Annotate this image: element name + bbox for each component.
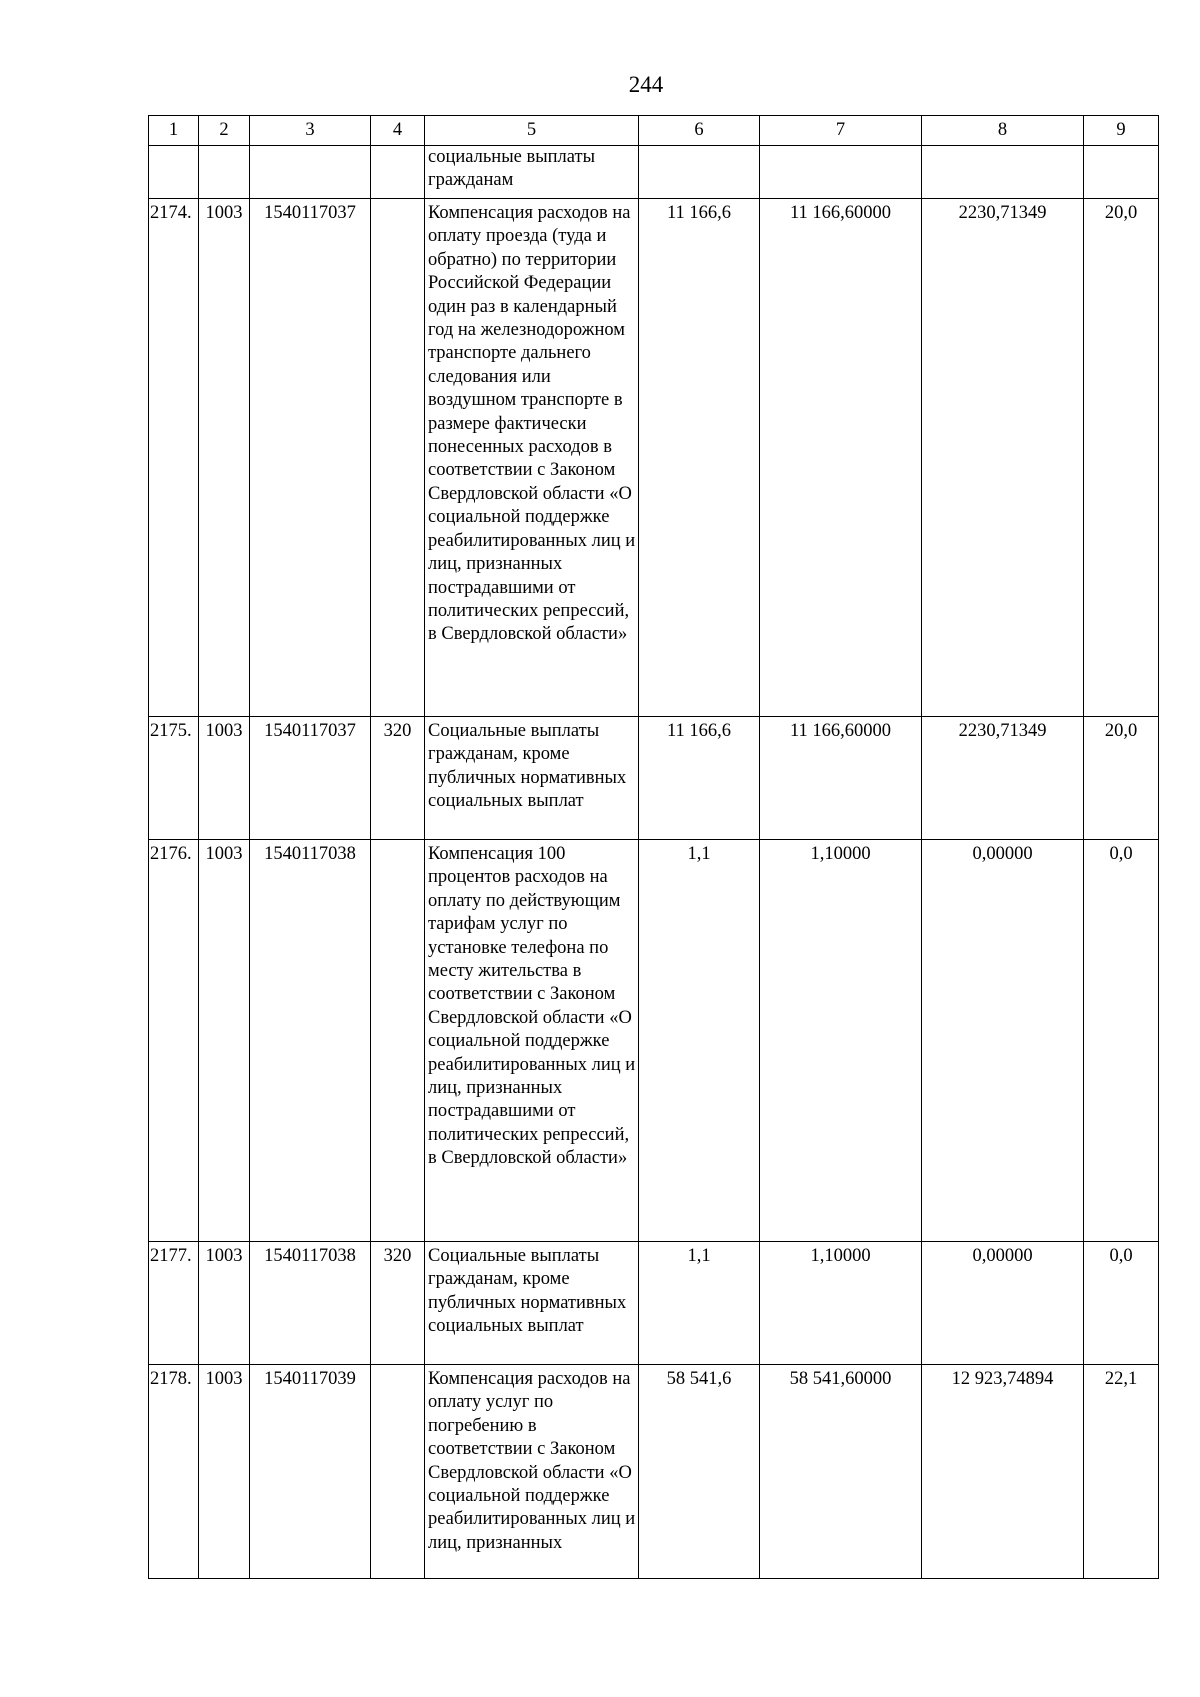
amount-precise-cell: 11 166,60000 [760, 199, 922, 717]
expense-type-cell [371, 840, 425, 1242]
amount-cell: 58 541,6 [639, 1365, 760, 1579]
amount-cell: 11 166,6 [639, 717, 760, 840]
row-number-cell: 2174. [149, 199, 199, 717]
executed-cell: 0,00000 [922, 1242, 1084, 1365]
amount-precise-cell: 1,10000 [760, 840, 922, 1242]
executed-cell [922, 146, 1084, 199]
row-number-cell: 2176. [149, 840, 199, 1242]
amount-precise-cell: 1,10000 [760, 1242, 922, 1365]
target-article-cell [250, 146, 371, 199]
percent-cell: 22,1 [1084, 1365, 1159, 1579]
amount-cell: 1,1 [639, 1242, 760, 1365]
column-header: 7 [760, 116, 922, 146]
description-cell: Социальные выплаты гражданам, кроме публичных нормативных социальных выплат [425, 1242, 639, 1365]
column-header: 4 [371, 116, 425, 146]
table-row [149, 1242, 1159, 1365]
expense-type-cell [371, 146, 425, 199]
percent-cell: 20,0 [1084, 717, 1159, 840]
executed-cell: 0,00000 [922, 840, 1084, 1242]
description-cell: Компенсация расходов на оплату проезда (туда и обратно) по территории Российской Федерации один раз в календарный год на железнодорожном транспорте дальнего следования или воздушном транспорте в размере фактически понесенных расходов в соответствии с Законом Свердловской области «О социальной поддержке реабилитированных лиц и лиц, признанных пострадавшими от политических репрессий, в Свердловской области» [425, 199, 639, 717]
amount-cell [639, 146, 760, 199]
amount-precise-cell: 11 166,60000 [760, 717, 922, 840]
row-number-cell: 2175. [149, 717, 199, 840]
section-code-cell: 1003 [199, 717, 250, 840]
target-article-cell: 1540117039 [250, 1365, 371, 1579]
budget-table [148, 115, 1159, 1579]
target-article-cell: 1540117037 [250, 199, 371, 717]
amount-cell: 1,1 [639, 840, 760, 1242]
column-header: 5 [425, 116, 639, 146]
executed-cell: 2230,71349 [922, 717, 1084, 840]
column-header: 9 [1084, 116, 1159, 146]
percent-cell: 20,0 [1084, 199, 1159, 717]
executed-cell: 12 923,74894 [922, 1365, 1084, 1579]
table-row [149, 840, 1159, 1242]
target-article-cell: 1540117038 [250, 1242, 371, 1365]
section-code-cell: 1003 [199, 199, 250, 717]
table-row [149, 717, 1159, 840]
expense-type-cell [371, 1365, 425, 1579]
row-number-cell: 2177. [149, 1242, 199, 1365]
table-row-continuation [149, 146, 1159, 199]
expense-type-cell: 320 [371, 1242, 425, 1365]
amount-precise-cell: 58 541,60000 [760, 1365, 922, 1579]
column-header: 2 [199, 116, 250, 146]
column-header: 3 [250, 116, 371, 146]
table-row [149, 1365, 1159, 1579]
target-article-cell: 1540117037 [250, 717, 371, 840]
percent-cell: 0,0 [1084, 840, 1159, 1242]
description-cell: Компенсация 100 процентов расходов на оплату по действующим тарифам услуг по установке телефона по месту жительства в соответствии с Законом Свердловской области «О социальной поддержке реабилитированных лиц и лиц, признанных пострадавшими от политических репрессий, в Свердловской области» [425, 840, 639, 1242]
section-code-cell: 1003 [199, 840, 250, 1242]
description-cell: социальные выплаты гражданам [425, 146, 639, 199]
column-header: 8 [922, 116, 1084, 146]
row-number-cell: 2178. [149, 1365, 199, 1579]
executed-cell: 2230,71349 [922, 199, 1084, 717]
target-article-cell: 1540117038 [250, 840, 371, 1242]
page-number: 244 [628, 72, 664, 97]
table-header-row [149, 116, 1159, 146]
percent-cell [1084, 146, 1159, 199]
amount-cell: 11 166,6 [639, 199, 760, 717]
section-code-cell: 1003 [199, 1365, 250, 1579]
section-code-cell [199, 146, 250, 199]
section-code-cell: 1003 [199, 1242, 250, 1365]
description-cell: Социальные выплаты гражданам, кроме публичных нормативных социальных выплат [425, 717, 639, 840]
description-cell: Компенсация расходов на оплату услуг по погребению в соответствии с Законом Свердловской области «О социальной поддержке реабилитированных лиц и лиц, признанных [425, 1365, 639, 1579]
row-number-cell [149, 146, 199, 199]
expense-type-cell: 320 [371, 717, 425, 840]
column-header: 1 [149, 116, 199, 146]
amount-precise-cell [760, 146, 922, 199]
percent-cell: 0,0 [1084, 1242, 1159, 1365]
column-header: 6 [639, 116, 760, 146]
expense-type-cell [371, 199, 425, 717]
table-row [149, 199, 1159, 717]
